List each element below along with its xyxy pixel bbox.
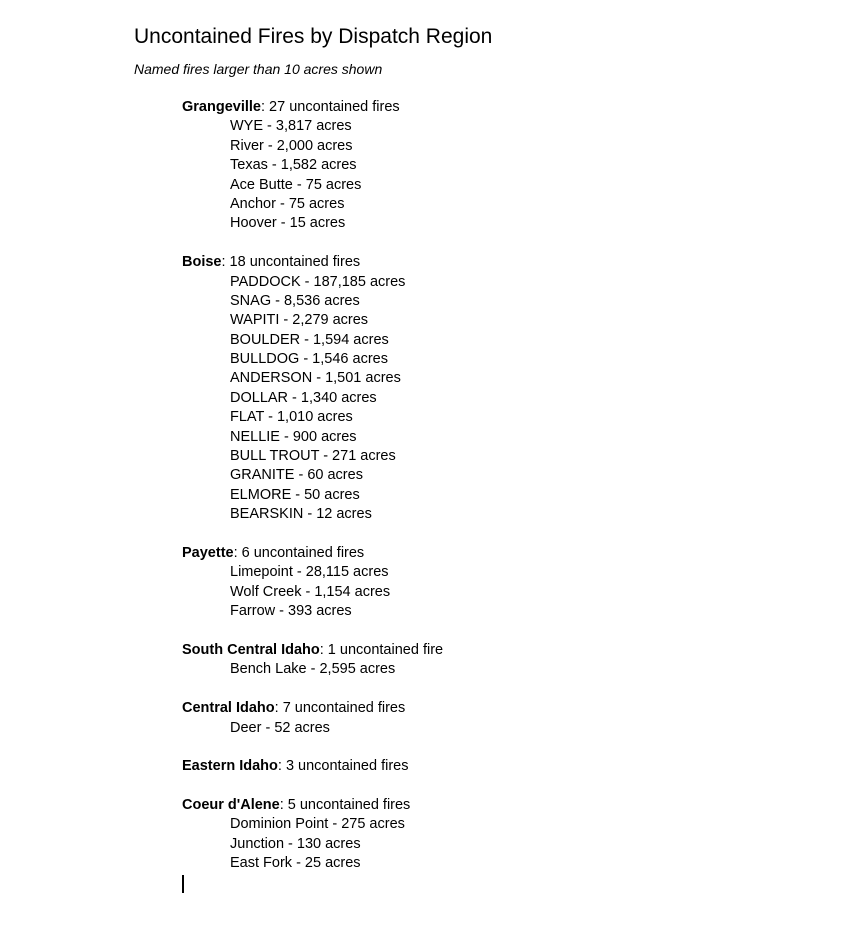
region-list[interactable] (182, 98, 782, 893)
fire-list (182, 117, 782, 233)
fire-item[interactable]: DOLLAR - 1,340 acres (230, 389, 377, 406)
fire-item[interactable]: FLAT - 1,010 acres (230, 409, 353, 426)
fire-item[interactable]: Junction - 130 acres (230, 835, 361, 852)
region-summary: : 5 uncontained fires (279, 797, 411, 814)
fire-item[interactable]: Texas - 1,582 acres (230, 157, 357, 174)
fire-item[interactable]: BEARSKIN - 12 acres (230, 506, 372, 523)
region-heading[interactable] (182, 796, 782, 815)
region-name: Payette (182, 544, 234, 561)
fire-item[interactable]: River - 2,000 acres (230, 137, 353, 154)
fire-item[interactable]: Limepoint - 28,115 acres (230, 564, 389, 581)
region-name: Grangeville (182, 99, 261, 115)
region-section (182, 796, 782, 874)
region-heading[interactable] (182, 544, 782, 563)
page-title: Uncontained Fires by Dispatch Region (134, 25, 493, 48)
fire-item[interactable]: WAPITI - 2,279 acres (230, 312, 369, 329)
region-heading[interactable] (182, 98, 782, 117)
fire-item[interactable]: PADDOCK - 187,185 acres (230, 273, 406, 290)
fire-list (182, 719, 782, 738)
fire-list (182, 660, 782, 679)
region-name: Central Idaho (182, 700, 275, 717)
region-name: South Central Idaho (182, 641, 320, 658)
fire-item[interactable]: BULLDOG - 1,546 acres (230, 351, 388, 368)
fire-item[interactable]: Deer - 52 acres (230, 719, 330, 736)
fire-item[interactable]: WYE - 3,817 acres (230, 118, 352, 135)
fire-item[interactable]: East Fork - 25 acres (230, 855, 361, 872)
region-heading[interactable] (182, 699, 782, 718)
fire-item[interactable]: ELMORE - 50 acres (230, 486, 360, 503)
region-section (182, 757, 782, 776)
region-section (182, 544, 782, 622)
region-summary: : 27 uncontained fires (260, 99, 400, 115)
region-summary: : 6 uncontained fires (233, 544, 365, 561)
fire-item[interactable]: BOULDER - 1,594 acres (230, 331, 389, 348)
region-section (182, 699, 782, 738)
region-summary: : 1 uncontained fire (319, 641, 444, 658)
region-summary: : 18 uncontained fires (221, 254, 361, 271)
fire-item[interactable]: Farrow - 393 acres (230, 603, 352, 620)
page-subtitle: Named fires larger than 10 acres shown (134, 61, 383, 77)
region-heading[interactable] (182, 253, 782, 272)
text-cursor[interactable] (182, 875, 184, 893)
fire-list (182, 273, 782, 525)
fire-item[interactable]: BULL TROUT - 271 acres (230, 448, 396, 465)
region-section (182, 641, 782, 680)
fire-item[interactable]: GRANITE - 60 acres (230, 467, 363, 484)
region-heading[interactable] (182, 641, 782, 660)
fire-item[interactable]: Wolf Creek - 1,154 acres (230, 583, 391, 600)
region-summary: : 7 uncontained fires (274, 700, 406, 717)
fire-item[interactable]: ANDERSON - 1,501 acres (230, 370, 401, 387)
fire-item[interactable]: Dominion Point - 275 acres (230, 816, 405, 833)
fire-item[interactable]: NELLIE - 900 acres (230, 428, 357, 445)
region-section (182, 98, 782, 234)
fire-item[interactable]: Hoover - 15 acres (230, 215, 346, 232)
region-summary: : 3 uncontained fires (277, 758, 409, 775)
region-name: Coeur d'Alene (182, 797, 280, 814)
fire-item[interactable]: SNAG - 8,536 acres (230, 292, 360, 309)
region-heading[interactable] (182, 757, 782, 776)
region-section (182, 253, 782, 524)
region-name: Boise (182, 254, 222, 271)
fire-list (182, 815, 782, 873)
fire-list (182, 563, 782, 621)
fire-item[interactable]: Ace Butte - 75 acres (230, 176, 362, 193)
fire-item[interactable]: Bench Lake - 2,595 acres (230, 661, 396, 678)
region-name: Eastern Idaho (182, 758, 278, 775)
fire-item[interactable]: Anchor - 75 acres (230, 195, 345, 212)
